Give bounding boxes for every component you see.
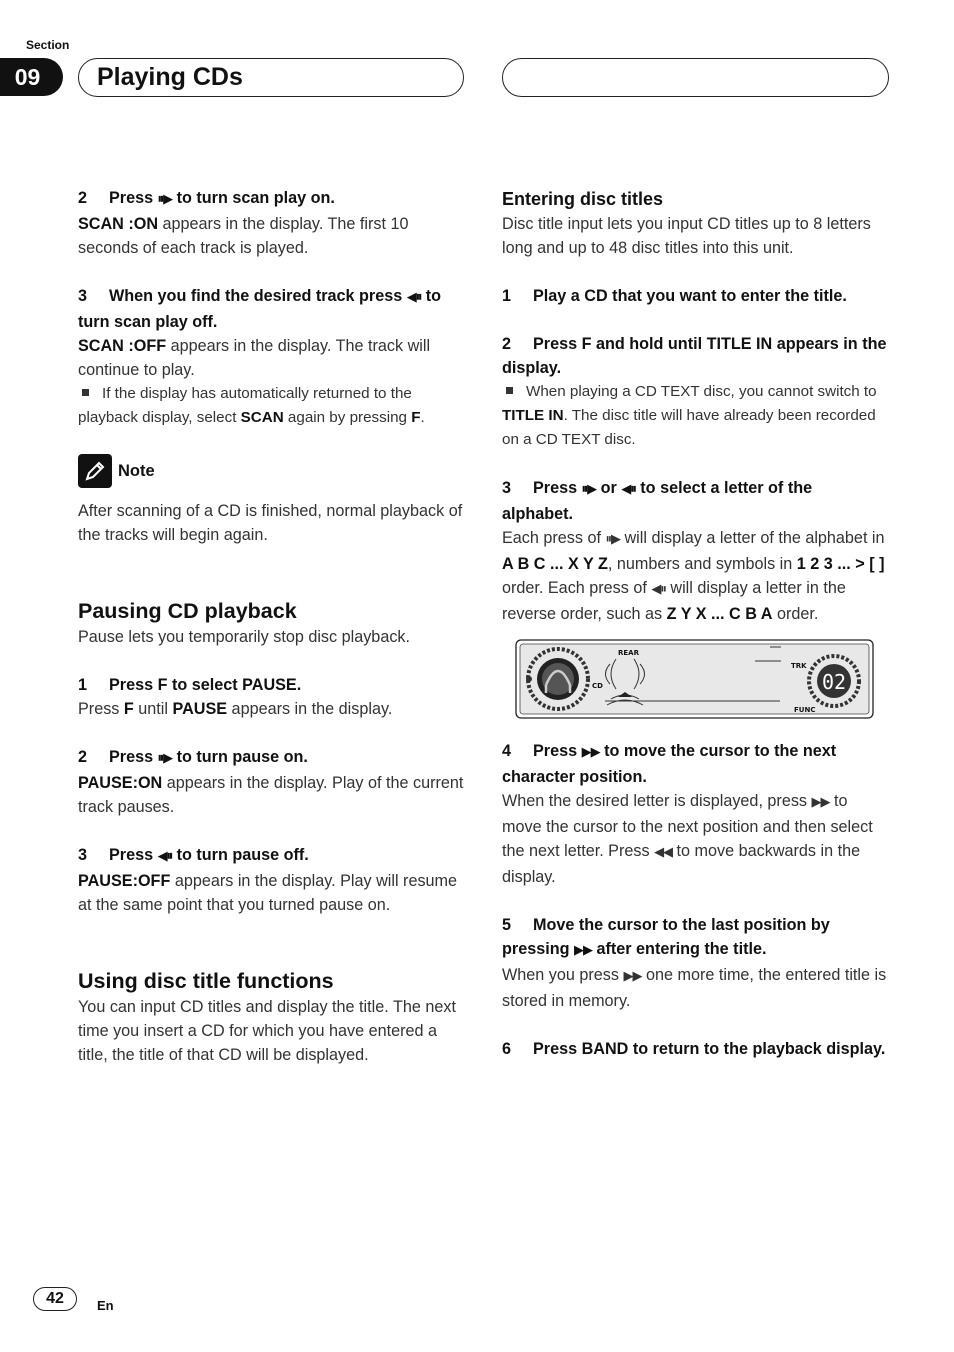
page-title: Playing CDs [97,63,243,91]
rewind-icon: ◀◀ [654,845,673,860]
step-heading: 3 Press ⏸▶ or ◀⏸ to select a letter of the alphabet. [502,479,813,523]
heading-entering-titles: Entering disc titles [502,189,664,209]
step-heading: 3 When you find the desired track press ◀⏸ to turn scan play off. [78,287,442,331]
page-number: 42 [33,1287,77,1311]
fast-forward-icon: ▶▶ [623,969,642,984]
step-heading: 1 Press F to select PAUSE. [78,676,302,694]
lcd-track-number: 02 [821,670,847,694]
fast-forward-icon: ▶▶ [811,795,830,810]
bullet-square-icon [506,387,513,394]
step-heading: 3 Press ◀⏸ to turn pause off. [78,846,309,864]
step-heading: 1 Play a CD that you want to enter the title. [502,287,847,305]
step-body: SCAN :ON appears in the display. The first 10 seconds of each track is played. [78,215,409,257]
lcd-display-illustration [515,639,887,727]
header-right-frame [502,58,889,97]
play-pause-icon: ⏸▶ [157,751,173,766]
lcd-trk-label: TRK [791,662,807,670]
step-heading: 2 Press ⏸▶ to turn pause on. [78,748,308,766]
step-heading: 5 Move the cursor to the last position by pressing ▶▶ after entering the title. [502,916,830,958]
step-body: PAUSE:OFF appears in the display. Play will resume at the same point that you turned pause on. [78,872,458,914]
reverse-pause-icon: ◀⏸ [651,582,666,597]
step-heading: 2 Press ⏸▶ to turn scan play on. [78,189,335,207]
lcd-rear-label: REAR [618,649,639,657]
bullet-note: If the display has automatically returned to the playback display, select SCAN again by pressing F. [78,385,425,426]
lcd-cd-label: CD [592,682,603,690]
step-heading: 2 Press F and hold until TITLE IN appears in the display. [502,335,887,377]
left-column [78,186,466,1067]
heading-title-functions: Using disc title functions [78,969,334,993]
step-body: Each press of ⏸▶ will display a letter of the alphabet in A B C ... X Y Z, numbers and symbols in 1 2 3 ... > [ ] order. Each press of ◀⏸ will display a letter in the reverse order, such as Z Y X ... C B A order. [502,529,885,623]
play-pause-icon: ⏸▶ [157,192,173,207]
reverse-pause-icon: ◀⏸ [621,482,636,497]
note-text: After scanning of a CD is finished, normal playback of the tracks will begin again. [78,502,463,544]
reverse-pause-icon: ◀⏸ [406,290,422,305]
bullet-note: When playing a CD TEXT disc, you cannot switch to TITLE IN. The disc title will have already been recorded on a CD TEXT disc. [502,383,877,448]
play-pause-icon: ⏸▶ [605,532,620,547]
title-intro: You can input CD titles and display the title. The next time you insert a CD for which you have entered a title, the title of that CD will be displayed. [78,998,456,1064]
section-number-badge: 09 [0,58,63,96]
play-pause-icon: ⏸▶ [581,482,597,497]
step-heading: 4 Press ▶▶ to move the cursor to the next character position. [502,742,837,786]
right-column [502,186,887,1061]
step-heading: 6 Press BAND to return to the playback display. [502,1040,886,1058]
note-pencil-icon [78,454,112,488]
heading-pausing: Pausing CD playback [78,599,297,623]
fast-forward-icon: ▶▶ [573,943,592,958]
step-body: When you press ▶▶ one more time, the entered title is stored in memory. [502,966,887,1010]
pause-intro: Pause lets you temporarily stop disc playback. [78,628,411,646]
lcd-display-svg [515,639,874,719]
note-header: Note [78,454,466,488]
lcd-func-label: FUNC [794,706,816,714]
step-body: When the desired letter is displayed, press ▶▶ to move the cursor to the next position and then select the next letter. Press ◀◀ to move backwards in the display. [502,792,873,886]
bullet-square-icon [82,389,89,396]
step-body: SCAN :OFF appears in the display. The track will continue to play. [78,337,431,379]
step-body: PAUSE:ON appears in the display. Play of the current track pauses. [78,774,464,816]
reverse-pause-icon: ◀⏸ [157,849,173,864]
language-code: En [97,1298,114,1313]
fast-forward-icon: ▶▶ [581,745,600,760]
section-label: Section [26,38,70,52]
step-body: Press F until PAUSE appears in the display. [78,700,393,718]
enter-intro: Disc title input lets you input CD titles up to 8 letters long and up to 48 disc titles into this unit. [502,215,871,257]
